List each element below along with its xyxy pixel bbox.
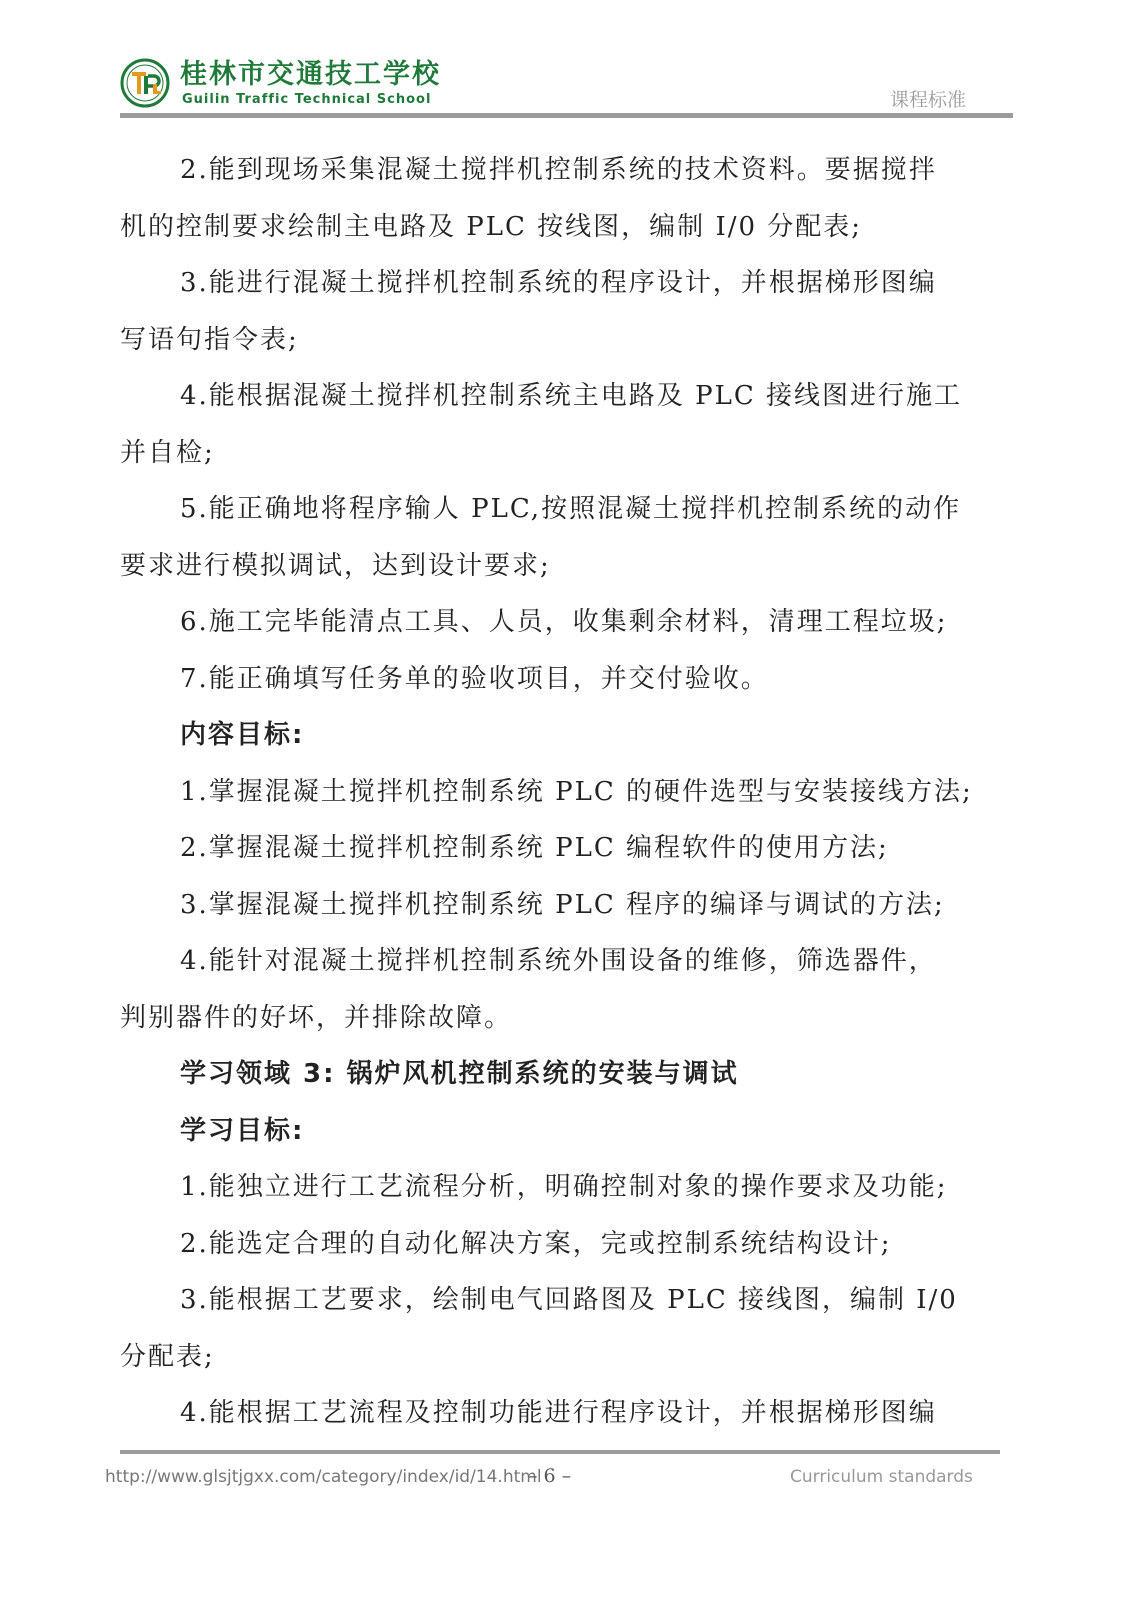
section-heading: 学习目标: (180, 1115, 305, 1146)
paragraph-line: 4.能根据混凝土搅拌机控制系统主电路及 PLC 接线图进行施工 (180, 381, 962, 411)
footer-title: Curriculum standards (790, 1467, 973, 1487)
paragraph-line: 2.能到现场采集混凝土搅拌机控制系统的技术资料。要据搅拌 (180, 155, 937, 185)
paragraph-line: 1.掌握混凝土搅拌机控制系统 PLC 的硬件选型与安装接线方法; (180, 776, 973, 807)
paragraph-line: 5.能正确地将程序输人 PLC,按照混凝土搅拌机控制系统的动作 (180, 494, 962, 524)
paragraph-line: 写语句指令表; (120, 324, 299, 355)
header-divider (120, 113, 1013, 118)
paragraph-line: 要求进行模拟调试，达到设计要求; (120, 550, 551, 581)
school-name-cn: 桂林市交通技工学校 (180, 59, 441, 90)
paragraph-line: 4.能针对混凝土搅拌机控制系统外围设备的维修，筛选器件， (180, 946, 937, 976)
paragraph-line: 2.能选定合理的自动化解决方案，完或控制系统结构设计; (180, 1228, 892, 1259)
footer-url: http://www.glsjtjgxx.com/category/index/id/14.html (105, 1467, 542, 1487)
paragraph-line: 3.能进行混凝土搅拌机控制系统的程序设计，并根据梯形图编 (180, 268, 937, 298)
paragraph-line: 4.能根据工艺流程及控制功能进行程序设计，并根据梯形图编 (180, 1398, 937, 1428)
paragraph-line: 判别器件的好坏，并排除故障。 (120, 1002, 513, 1033)
paragraph-line: 3.能根据工艺要求，绘制电气回路图及 PLC 接线图，编制 I/0 (180, 1285, 958, 1315)
section-heading: 内容目标: (180, 720, 305, 750)
document-type: 课程标准 (889, 89, 966, 111)
footer-divider (120, 1450, 1000, 1454)
section-heading: 学习领域 3: 锅炉风机控制系统的安装与调试 (180, 1059, 739, 1089)
page-number: – 6 – (528, 1465, 572, 1487)
paragraph-line: 7.能正确填写任务单的验收项目，并交付验收。 (180, 663, 769, 694)
paragraph-line: 分配表; (120, 1341, 215, 1372)
paragraph-line: 机的控制要求绘制主电路及 PLC 按线图，编制 I/0 分配表; (120, 211, 863, 242)
school-logo-icon (120, 58, 170, 108)
document-body (120, 142, 1013, 1442)
paragraph-line: 3.掌握混凝土搅拌机控制系统 PLC 程序的编译与调试的方法; (180, 889, 945, 920)
paragraph-line: 6.施工完毕能清点工具、人员，收集剩余材料，清理工程垃圾; (180, 607, 948, 637)
school-name-en: Guilin Traffic Technical School (182, 92, 432, 107)
paragraph-line: 1.能独立进行工艺流程分析，明确控制对象的操作要求及功能; (180, 1172, 948, 1202)
paragraph-line: 2.掌握混凝土搅拌机控制系统 PLC 编程软件的使用方法; (180, 833, 889, 863)
paragraph-line: 并自检; (120, 437, 215, 468)
page-header (0, 0, 1131, 120)
